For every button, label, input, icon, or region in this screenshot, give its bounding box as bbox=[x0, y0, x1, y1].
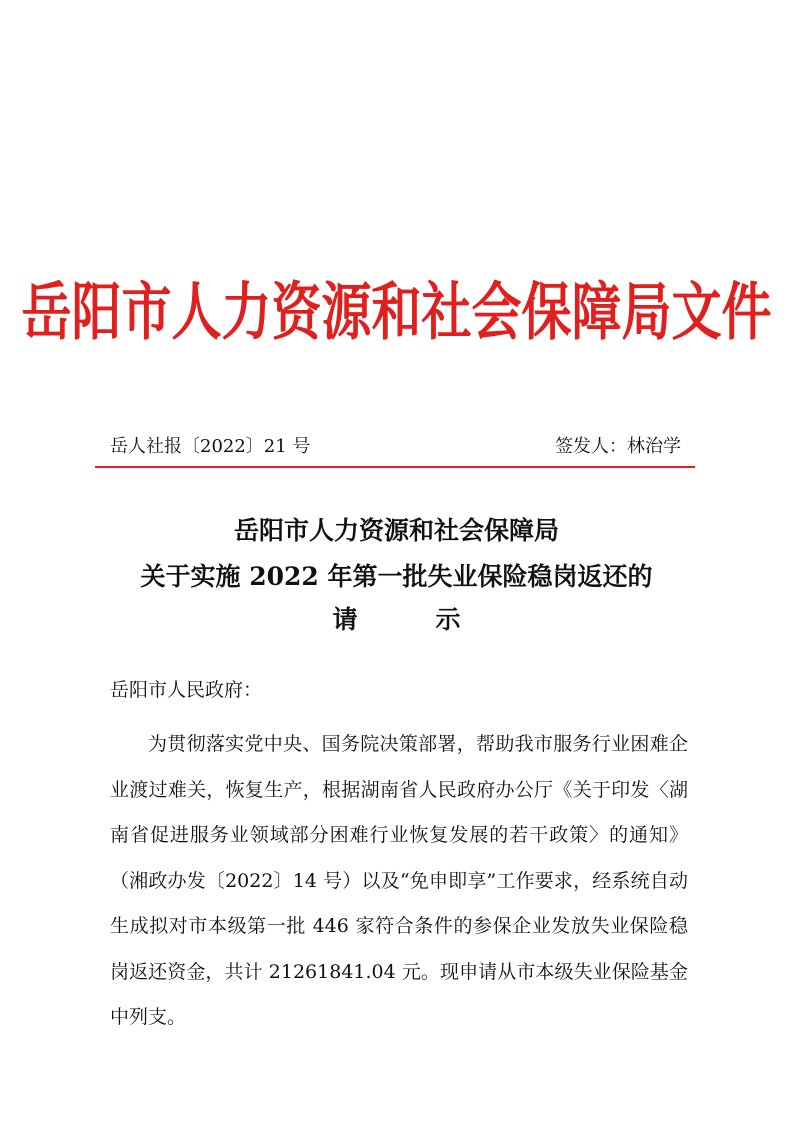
salutation: 岳阳市人民政府： bbox=[110, 679, 263, 701]
body-paragraph bbox=[110, 722, 688, 1041]
title-line-2: 关于实施 2022 年第一批失业保险稳岗返还的 bbox=[140, 562, 653, 591]
red-divider-line bbox=[95, 466, 695, 468]
signer: 签发人：林治学 bbox=[555, 436, 681, 457]
title-line-1: 岳阳市人力资源和社会保障局 bbox=[233, 516, 559, 545]
document-number: 岳人社报〔2022〕21 号 bbox=[110, 436, 311, 457]
body-text: 为贯彻落实党中央、国务院决策部署，帮助我市服务行业困难企业渡过难关，恢复生产，根据湖南省人民政府办公厅《关于印发〈湖南省促进服务业领域部分困难行业恢复发展的若干政策〉的通知》（湘政办发〔2022〕14 号）以及“免申即享”工作要求，经系统自动生成拟对市本级第一批 446 家符合条件的参保企业发放失业保险稳岗返还资金，共计 21261841.04 元。现申请从市本级失业保险基金中列支。 bbox=[110, 733, 688, 1028]
title-line-3: 请示 bbox=[332, 605, 539, 634]
document-masthead: 岳阳市人力资源和社会保障局文件 bbox=[21, 274, 772, 349]
